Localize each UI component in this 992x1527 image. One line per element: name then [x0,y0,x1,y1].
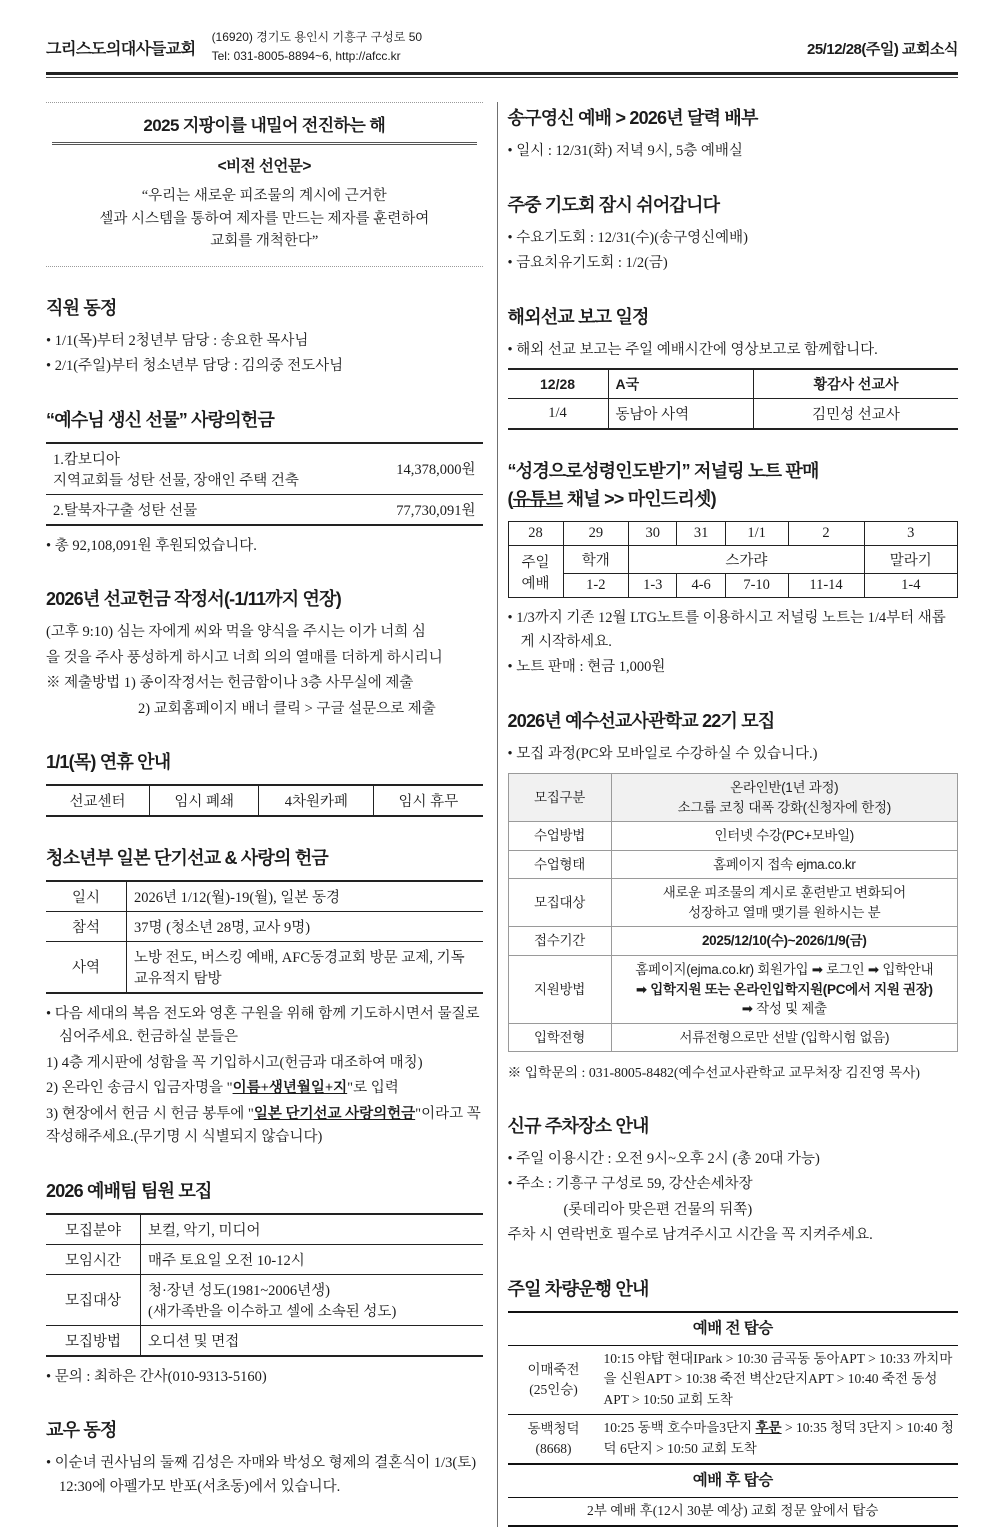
table-row [46,881,483,912]
journal-reading-table [508,521,958,598]
table-row [508,1312,958,1346]
shuttle-route-name: 동백청덕 (8668) [508,1415,600,1464]
worship-row-key: 모집방법 [46,1325,141,1356]
academy-row-key: 모집대상 [508,879,611,927]
worship-row-value: 보컬, 악기, 미디어 [148,1222,261,1239]
table-row [508,927,957,956]
shuttle-header-before: 예배 전 탑승 [508,1312,958,1346]
journal-date: 29 [563,522,629,546]
youth-step-1: 1) 4층 게시판에 성함을 꼭 기입하시고(헌금과 대조하여 매칭) [46,1054,423,1071]
section-title-shuttle: 주일 차량운행 안내 [507,1278,649,1299]
worship-row-value: 오디션 및 면접 [141,1325,483,1356]
academy-row-key: 수업방법 [508,822,611,851]
table-row [508,1464,958,1498]
journal-date: 31 [677,522,725,546]
section-title-gift-offering: “예수님 생신 선물” 사랑의헌금 [46,409,275,430]
journal-note-subtitle: (유튜브 채널 >> 마인드리셋) [507,489,716,510]
worship-team-table [46,1213,483,1357]
youth-row-value: 37명 (청소년 28명, 교사 9명) [127,911,483,941]
shuttle-table [508,1311,958,1527]
journal-chapters: 11-14 [788,574,864,598]
overseas-field: 동남아 사역 [608,399,753,430]
rear-gate-label: 후문 [755,1420,782,1436]
table-row [508,574,957,598]
journal-book: 스가랴 [629,546,864,574]
academy-row-value: 새로운 피조물의 계시로 훈련받고 변화되어 성장하고 열매 맺기를 원하시는 분 [611,879,957,927]
section-title-newyear-service: 송구영신 예배 > 2026년 달력 배부 [507,108,758,129]
parking-hours: • 주일 이용시간 : 오전 9시~오후 2시 (총 20대 가능) [507,1150,820,1167]
deposit-name-format: 이름+생년월일+지 [232,1080,348,1097]
two-column-body [46,102,958,1527]
youth-row-key: 참석 [46,911,127,941]
gift-offering-table [46,442,483,526]
youtube-channel-name: 유튜브 [512,489,563,510]
right-column [508,102,958,1527]
worship-row-key: 모집대상 [46,1274,141,1325]
vision-title: 2025 지팡이를 내밀어 전진하는 해 [52,111,477,145]
table-row [508,1023,957,1052]
church-address [212,28,422,65]
section-title-mission-academy: 2026년 예수선교사관학교 22기 모집 [507,710,775,731]
table-row [508,369,958,399]
address-line2: Tel: 031-8005-8894~6, http://afcc.kr [211,48,401,63]
shuttle-after-note: 2부 예배 후(12시 30분 예상) 교회 정문 앞에서 탑승 [587,1503,879,1519]
academy-row-value: 서류전형으로만 선발 (입학시험 없음) [611,1023,957,1052]
youth-step-3: 3) 현장에서 헌금 시 헌금 봉투에 "일본 단기선교 사랑의헌금"이라고 꼭 작성해주세요.(무기명 시 식별되지 않습니다) [46,1105,481,1146]
gift-total-note: • 총 92,108,091원 후원되었습니다. [46,537,257,554]
gift-row1-amount: 14,378,000원 [396,462,476,479]
section-title-staff-news: 직원 동정 [46,297,117,318]
journal-book: 말라기 [864,546,957,574]
holiday-table [46,784,483,817]
shuttle-header-after: 예배 후 탑승 [508,1464,958,1498]
table-row: 1.캄보디아 지역교회들 성탄 선물, 장애인 주택 건축 14,378,000원 [46,443,483,495]
section-title-parking: 신규 주차장소 안내 [507,1115,649,1136]
academy-row-key: 입학전형 [508,1023,611,1052]
journal-chapters: 4-6 [677,574,725,598]
section-title-journal-note: “성경으로성령인도받기” 저널링 노트 판매 [507,461,819,482]
journal-date: 30 [629,522,677,546]
overseas-date: 12/28 [540,376,576,393]
table-row [46,941,483,993]
worship-row-value: 청·장년 성도(1981~2006년생) (새가족반을 이수하고 셀에 소속된 성도) [141,1274,483,1325]
table-row [508,879,957,927]
section-title-holiday-notice: 1/1(목) 연휴 안내 [46,751,171,772]
gift-row2-label: 2.탈북자구출 성탄 선물 [46,494,334,525]
journal-date: 2 [788,522,864,546]
youth-step-2: 2) 온라인 송금시 입금자명을 "이름+생년월일+지"로 입력 [46,1080,399,1097]
table-row [508,956,957,1024]
table-row [508,1345,958,1415]
table-row [508,546,957,574]
page-header [46,26,958,65]
academy-row-key: 접수기간 [508,927,611,956]
staff-news-item: • 2/1(주일)부터 청소년부 담당 : 김의중 전도사님 [46,358,344,375]
holiday-cell: 임시 폐쇄 [149,785,258,816]
academy-inquiry: ※ 입학문의 : 031-8005-8482(예수선교사관학교 교무처장 김진영 목사) [507,1065,920,1081]
youth-row-value: 노방 전도, 버스킹 예배, AFC동경교회 방문 교제, 기독교유적지 탐방 [127,941,483,993]
member-news-item: • 이순녀 권사님의 둘째 김성은 자매와 박성오 형제의 결혼식이 1/3(토) 12:30에 아펠가모 반포(서초동)에서 있습니다. [46,1455,477,1495]
academy-apply-method: 홈페이지(ejma.co.kr) 회원가입 ➡ 로그인 ➡ 입학안내 ➡ 입학지원 또는 온라인입학지원(PC에서 지원 권장) ➡ 작성 및 제출 [611,956,957,1024]
academy-row-value: 온라인반(1년 과정) 소그룹 코칭 대폭 강화(신청자에 한정) [611,774,957,822]
pledge-method-1: ※ 제출방법 1) 종이작정서는 헌금함이나 3층 사무실에 제출 [46,675,414,692]
shuttle-route-schedule: 10:25 동백 호수마을3단지 후문 > 10:35 청덕 3단지 > 10:40 청덕 6단지 > 10:50 교회 도착 [600,1415,958,1464]
academy-row-key: 수업형태 [508,850,611,879]
academy-application-period: 2025/12/10(수)~2026/1/9(금) [611,927,957,956]
parking-address-sub: (롯데리아 맞은편 건물의 뒤쪽) [563,1201,753,1218]
overseas-person: 황감사 선교사 [754,369,959,399]
table-row [46,494,483,525]
journal-usage-note: • 1/3까지 기존 12월 LTG노트를 이용하시고 저널링 노트는 1/4부터 새롭게 시작하세요. [507,610,946,650]
shuttle-route-name: 이매죽전 (25인승) [508,1345,600,1415]
section-title-prayer-pause: 주중 기도회 잠시 쉬어갑니다 [507,194,720,215]
holiday-cell: 선교센터 [69,793,126,810]
academy-note: • 모집 과정(PC와 모바일로 수강하실 수 있습니다.) [507,745,818,762]
table-row [46,785,483,816]
table-row [508,850,957,879]
column-divider [497,102,498,1527]
pledge-method-2: 2) 교회홈페이지 배너 클릭 > 구글 설문으로 제출 [138,700,436,717]
parking-address: • 주소 : 기흥구 구성로 59, 강산손세차장 [507,1176,753,1193]
holiday-cell: 임시 휴무 [374,785,483,816]
overseas-note: • 해외 선교 보고는 주일 예배시간에 영상보고로 함께합니다. [507,341,878,358]
journal-date: 28 [508,522,563,546]
overseas-schedule-table [508,368,958,430]
vision-subtitle: <비전 선언문> [217,158,311,176]
table-row [46,1214,483,1245]
holiday-cell: 4차원카페 [259,785,374,816]
vision-box [46,102,483,266]
academy-row-key: 지원방법 [508,956,611,1024]
worship-row-value: 매주 토요일 오전 10-12시 [141,1244,483,1274]
envelope-label: 일본 단기선교 사랑의헌금 [253,1105,416,1122]
academy-info-table [508,773,958,1052]
journal-chapters: 1-2 [563,574,629,598]
journal-date: 1/1 [725,522,788,546]
pledge-verse-line1: (고후 9:10) 심는 자에게 씨와 먹을 양식을 주시는 이가 너희 심 [46,624,426,641]
header-rule [46,72,958,78]
address-line1: (16920) 경기도 용인시 기흥구 구성로 50 [211,30,423,44]
journal-chapters: 1-3 [629,574,677,598]
prayer-pause-item: • 금요치유기도회 : 1/2(금) [507,255,668,272]
church-name: 그리스도의대사들교회 [46,41,196,58]
table-row [508,774,957,822]
worship-row-key: 모임시간 [46,1244,141,1274]
gift-row2-amount: 77,730,091원 [334,494,483,525]
section-title-mission-pledge: 2026년 선교헌금 작정서(-1/11까지 연장) [46,589,341,610]
table-row [46,1244,483,1274]
journal-book: 학개 [563,546,629,574]
academy-row-value: 홈페이지 접속 ejma.co.kr [611,850,957,879]
journal-date: 3 [864,522,957,546]
academy-row-value: 인터넷 수강(PC+모바일) [611,822,957,851]
section-title-member-news: 교우 동정 [46,1420,117,1441]
youth-note: • 다음 세대의 복음 전도와 영혼 구원을 위해 함께 기도하시면서 물질로 심어주세요. 헌금하실 분들은 [46,1005,480,1046]
academy-row-key: 모집구분 [508,774,611,822]
table-row [508,1498,958,1526]
gift-row1-label: 1.캄보디아 [53,451,120,468]
journal-row-label: 주일 예배 [508,546,563,598]
table-row [508,1415,958,1464]
worship-team-contact: • 문의 : 최하은 간사(010-9313-5160) [46,1368,267,1385]
youth-row-key: 일시 [46,881,127,912]
parking-note: 주차 시 연락번호 필수로 남겨주시고 시간을 꼭 지켜주세요. [507,1227,873,1244]
youth-row-value: 2026년 1/12(월)-19(월), 일본 동경 [134,889,340,906]
journal-chapters: 7-10 [725,574,788,598]
overseas-date: 1/4 [508,399,609,430]
left-column [46,102,483,1527]
issue-date-title: 25/12/28(주일) 교회소식 [807,41,958,58]
table-row [46,1274,483,1325]
staff-news-item: • 1/1(목)부터 2청년부 담당 : 송요한 목사님 [46,332,309,349]
vision-quote: “우리는 새로운 피조물의 계시에 근거한 셀과 시스템을 통하여 제자를 만드는 제자를 훈련하여 교회를 개척한다” [99,188,430,250]
journal-chapters: 1-4 [864,574,957,598]
overseas-field: A국 [608,369,753,399]
table-row [508,522,957,546]
youth-mission-table [46,880,483,994]
overseas-person: 김민성 선교사 [754,399,959,430]
table-row [508,822,957,851]
worship-row-key: 모집분야 [46,1214,141,1245]
youth-row-key: 사역 [46,941,127,993]
table-row [508,399,958,430]
section-title-overseas-mission: 해외선교 보고 일정 [507,306,649,327]
section-title-youth-mission: 청소년부 일본 단기선교 & 사랑의 헌금 [46,847,329,868]
journal-price-note: • 노트 판매 : 현금 1,000원 [507,659,666,676]
table-row [46,1325,483,1356]
section-title-worship-team: 2026 예배팀 팀원 모집 [46,1180,212,1201]
prayer-pause-item: • 수요기도회 : 12/31(수)(송구영신예배) [507,229,748,246]
newyear-item: • 일시 : 12/31(화) 저녁 9시, 5층 예배실 [507,143,743,160]
pledge-verse-line2: 을 것을 주사 풍성하게 하시고 너희 의의 열매를 더하게 하시리니 [46,649,443,666]
table-row [46,911,483,941]
shuttle-route-schedule: 10:15 야탑 현대IPark > 10:30 금곡동 동아APT > 10:33 까치마을 신원APT > 10:38 죽전 벽산2단지APT > 10:40 죽전 동성APT > 10:50 교회 도착 [600,1345,958,1415]
